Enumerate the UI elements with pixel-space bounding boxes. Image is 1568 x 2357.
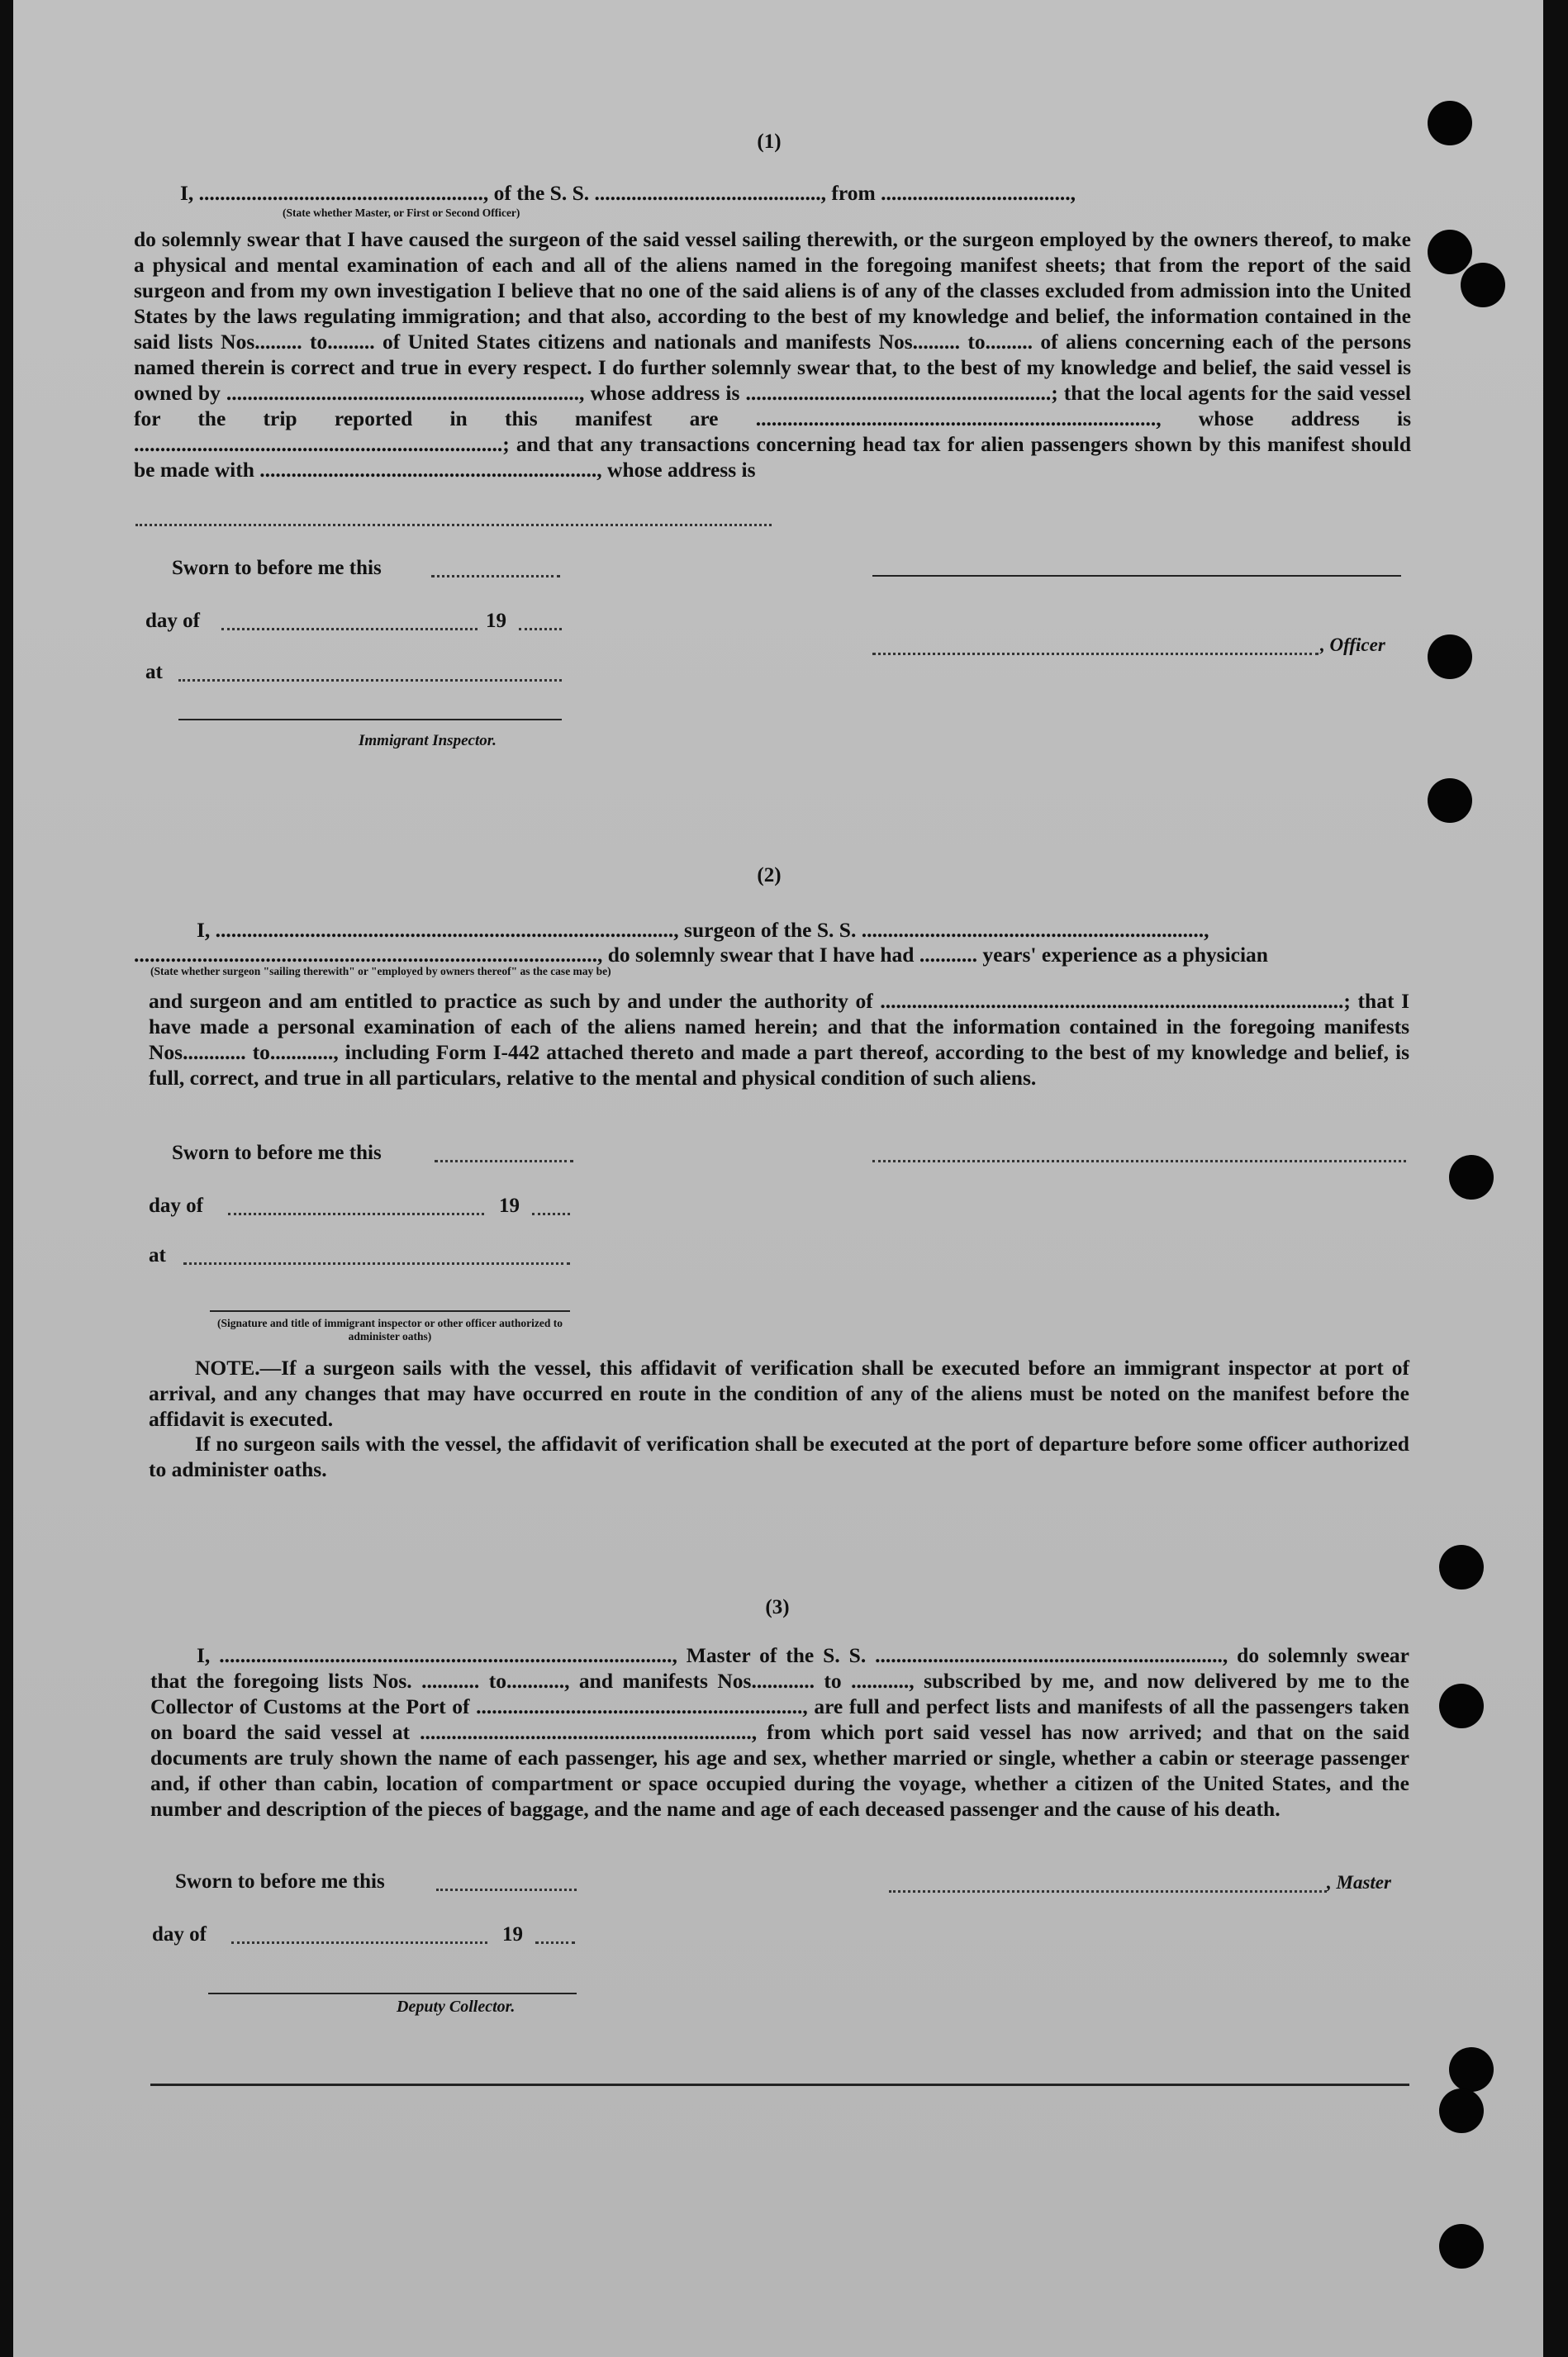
section-1-sworn-label: Sworn to before me this: [172, 557, 382, 579]
section-2-sworn-line: [435, 1160, 573, 1162]
section-1-officer-label: , Officer: [1320, 634, 1385, 655]
punch-hole: [1439, 1545, 1484, 1590]
punch-hole: [1428, 101, 1472, 145]
section-1-heading: (1): [757, 131, 782, 153]
section-1-officer-line: [872, 653, 1319, 655]
section-2-at-line: [183, 1262, 570, 1265]
section-2-inspector-signature-line: [210, 1310, 570, 1312]
punch-hole: [1428, 778, 1472, 823]
section-3-master-line: [889, 1890, 1327, 1893]
section-3-day-line: [231, 1941, 487, 1944]
section-1-inspector-label: Immigrant Inspector.: [359, 732, 497, 749]
form-page: [13, 0, 1543, 2357]
section-1-address-line: [135, 524, 772, 526]
section-2-year-line: [532, 1213, 570, 1215]
section-3-collector-signature-line: [208, 1993, 577, 1994]
section-1-at-line: [178, 679, 562, 682]
section-2-signature-line: [872, 1160, 1406, 1162]
section-3-sworn-label: Sworn to before me this: [175, 1870, 385, 1893]
section-2-signature-caption: (Signature and title of immigrant inspector or other officer authorized to administer oaths): [217, 1317, 563, 1342]
punch-hole: [1461, 263, 1505, 307]
section-1-inspector-signature-line: [178, 719, 562, 720]
section-3-heading: (3): [765, 1596, 790, 1618]
section-3-body: I, ......................................................................................, Master of the S. S. .................................................................., do solemnly swear that the foregoing lists Nos. ........... to..........., and manifests Nos............ to ..........., subscribed by me, and now delivered by me to the Collector of Customs at the Port of .............................................................., are full and perfect lists and manifests of all the passengers taken on board the said vessel at ..............................................................., from which port said vessel has now arrived; and that on the said documents are truly shown the name of each passenger, his age and sex, whether married or single, whether a cabin or steerage passenger and, if other than cabin, location of compartment or space occupied during the voyage, whether a citizen of the United States, and the number and description of the pieces of baggage, and the name and age of each deceased passenger and the cause of his death.: [150, 1643, 1409, 1821]
section-1-day-label: day of: [145, 610, 200, 632]
section-3-day-label: day of: [152, 1923, 207, 1946]
section-3-master-label: , Master: [1327, 1872, 1391, 1893]
punch-hole: [1428, 634, 1472, 679]
section-1-at-label: at: [145, 661, 163, 683]
section-1-day-line: [221, 628, 478, 630]
punch-hole: [1449, 1155, 1494, 1200]
section-1-oath-caption: (State whether Master, or First or Second Officer): [283, 207, 520, 219]
section-2-note-2: If no surgeon sails with the vessel, the affidavit of verification shall be executed at the port of departure before some officer authorized to administer oaths.: [149, 1432, 1409, 1481]
section-3-year-label: 19: [502, 1923, 523, 1946]
section-3-sworn-line: [436, 1889, 577, 1891]
punch-hole: [1439, 2089, 1484, 2133]
section-2-heading: (2): [757, 864, 782, 886]
bottom-rule: [150, 2084, 1409, 2086]
section-1-year-label: 19: [486, 610, 506, 632]
punch-hole: [1439, 1684, 1484, 1728]
section-3-collector-label: Deputy Collector.: [397, 1998, 516, 2016]
section-1-officer-signature-line: [872, 575, 1401, 577]
section-2-sworn-label: Sworn to before me this: [172, 1142, 382, 1164]
section-2-year-label: 19: [499, 1195, 520, 1217]
section-1-body: do solemnly swear that I have caused the surgeon of the said vessel sailing therewith, or the surgeon employed by the owners thereof, to make a physical and mental examination of each and all of the aliens named in the foregoing manifest sheets; that from the report of the said surgeon and from my own investigation I believe that no one of the said aliens is of any of the classes excluded from admission into the United States by the laws regulating immigration; and that also, according to the best of my knowledge and belief, the information contained in the said lists Nos......... to......... of United States citizens and nationals and manifests Nos......... to......... of aliens concerning each of the persons named therein is correct and true in every respect. I do further solemnly swear that, to the best of my knowledge and belief, the said vessel is owned by ..................................................................., whose address is ..........................................................; that the local agents for the said vessel for the trip reported in this manifest are ............................................................................, whose address is ......................................................................; and that any transactions concerning head tax for alien passengers shown by this manifest should be made with ................................................................, whose address is: [134, 227, 1411, 482]
section-2-oath-line: I, ......................................................................................., surgeon of the S. S. .................................................................,: [197, 918, 1209, 942]
section-3-year-line: [535, 1941, 575, 1944]
section-2-oath-caption: (State whether surgeon "sailing therewith" or "employed by owners thereof" as the case may be): [150, 965, 611, 977]
section-2-day-line: [228, 1213, 484, 1215]
section-1-sworn-line: [431, 575, 560, 577]
section-2-day-label: day of: [149, 1195, 203, 1217]
punch-hole: [1439, 2224, 1484, 2269]
punch-hole: [1449, 2047, 1494, 2092]
section-1-year-line: [519, 628, 562, 630]
section-2-at-label: at: [149, 1244, 166, 1266]
section-2-body: and surgeon and am entitled to practice as such by and under the authority of ........................................................................................; that I have made a personal examination of each of the aliens named herein; and that the information contained in the foregoing manifests Nos............ to............, including Form I-442 attached thereto and made a part thereof, according to the best of my knowledge and belief, is full, correct, and true in all particulars, relative to the mental and physical condition of such aliens.: [149, 989, 1409, 1090]
section-2-note-1: NOTE.—If a surgeon sails with the vessel, this affidavit of verification shall be executed before an immigrant inspector at port of arrival, and any changes that may have occurred en route in the condition of any of the aliens must be noted on the manifest before the affidavit is executed.: [149, 1356, 1409, 1431]
section-1-oath-line: I, ......................................................, of the S. S. ..........................................., from ....................................,: [180, 181, 1076, 205]
section-2-oath-line-2: ........................................................................................, do solemnly swear that I have had ........... years' experience as a physician: [134, 943, 1268, 967]
punch-hole: [1428, 230, 1472, 274]
